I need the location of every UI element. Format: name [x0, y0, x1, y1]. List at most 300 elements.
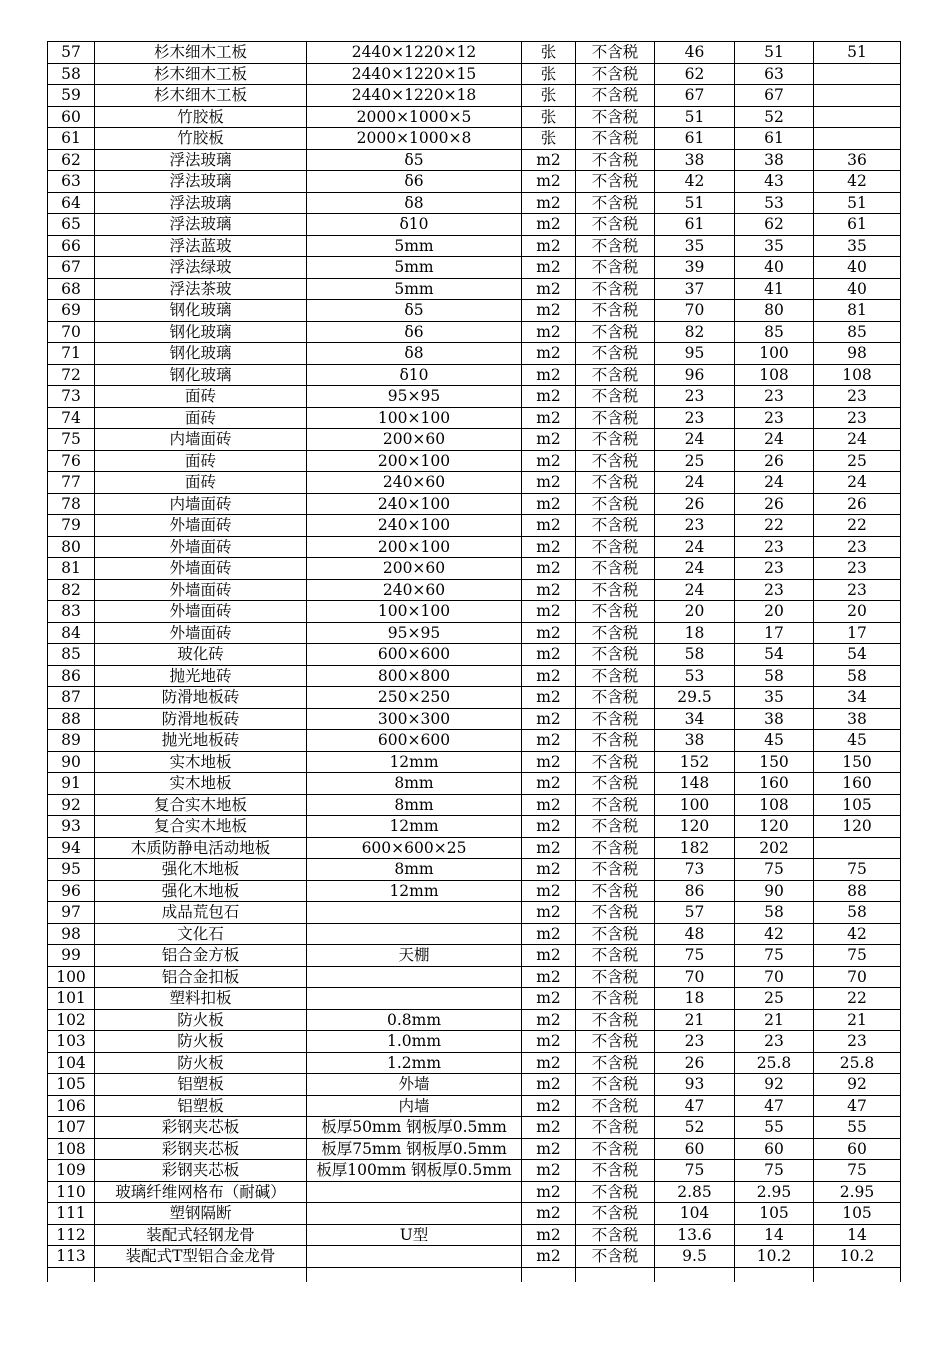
price-3-cell: 10.2: [814, 1246, 901, 1268]
price-2-cell: 150: [735, 751, 814, 773]
price-2-cell: 52: [735, 106, 814, 128]
empty-cell: [576, 1267, 655, 1282]
tax-status-cell: 不含税: [576, 579, 655, 601]
price-2-cell: 67: [735, 85, 814, 107]
specification-cell: 2000×1000×8: [307, 128, 522, 150]
price-3-cell: [814, 106, 901, 128]
material-name-cell: 杉木细木工板: [95, 42, 307, 64]
specification-cell: 600×600: [307, 644, 522, 666]
row-number-cell: 96: [48, 880, 95, 902]
tax-status-cell: 不含税: [576, 1203, 655, 1225]
tax-status-cell: 不含税: [576, 730, 655, 752]
price-1-cell: 21: [655, 1009, 735, 1031]
price-1-cell: 24: [655, 472, 735, 494]
unit-cell: m2: [522, 1138, 576, 1160]
row-number-cell: 62: [48, 149, 95, 171]
price-3-cell: 23: [814, 1031, 901, 1053]
price-1-cell: 152: [655, 751, 735, 773]
row-number-cell: 113: [48, 1246, 95, 1268]
table-row: [48, 1181, 901, 1203]
price-3-cell: 14: [814, 1224, 901, 1246]
unit-cell: m2: [522, 665, 576, 687]
specification-cell: 外墙: [307, 1074, 522, 1096]
price-1-cell: 73: [655, 859, 735, 881]
row-number-cell: 78: [48, 493, 95, 515]
tax-status-cell: 不含税: [576, 1224, 655, 1246]
table-row: [48, 837, 901, 859]
tax-status-cell: 不含税: [576, 106, 655, 128]
row-number-cell: 97: [48, 902, 95, 924]
unit-cell: m2: [522, 1052, 576, 1074]
tax-status-cell: 不含税: [576, 343, 655, 365]
tax-status-cell: 不含税: [576, 773, 655, 795]
row-number-cell: 71: [48, 343, 95, 365]
row-number-cell: 91: [48, 773, 95, 795]
row-number-cell: 82: [48, 579, 95, 601]
unit-cell: m2: [522, 214, 576, 236]
tax-status-cell: 不含税: [576, 1160, 655, 1182]
specification-cell: δ10: [307, 214, 522, 236]
price-1-cell: 58: [655, 644, 735, 666]
price-3-cell: 75: [814, 859, 901, 881]
price-table: [47, 41, 901, 1282]
table-row: [48, 1246, 901, 1268]
table-row: [48, 708, 901, 730]
row-number-cell: 103: [48, 1031, 95, 1053]
unit-cell: m2: [522, 988, 576, 1010]
unit-cell: 张: [522, 63, 576, 85]
price-3-cell: 47: [814, 1095, 901, 1117]
table-row: [48, 601, 901, 623]
unit-cell: 张: [522, 128, 576, 150]
specification-cell: 600×600: [307, 730, 522, 752]
price-2-cell: 90: [735, 880, 814, 902]
specification-cell: 板厚50mm 钢板厚0.5mm: [307, 1117, 522, 1139]
unit-cell: m2: [522, 1117, 576, 1139]
price-1-cell: 100: [655, 794, 735, 816]
specification-cell: 240×100: [307, 515, 522, 537]
tax-status-cell: 不含税: [576, 816, 655, 838]
specification-cell: 100×100: [307, 407, 522, 429]
unit-cell: m2: [522, 1181, 576, 1203]
material-name-cell: 面砖: [95, 450, 307, 472]
specification-cell: [307, 966, 522, 988]
table-row: [48, 343, 901, 365]
table-row: [48, 880, 901, 902]
price-2-cell: 120: [735, 816, 814, 838]
specification-cell: δ10: [307, 364, 522, 386]
price-3-cell: 81: [814, 300, 901, 322]
price-1-cell: 95: [655, 343, 735, 365]
material-name-cell: 杉木细木工板: [95, 85, 307, 107]
specification-cell: 2440×1220×15: [307, 63, 522, 85]
material-name-cell: 铝塑板: [95, 1074, 307, 1096]
table-row: [48, 450, 901, 472]
unit-cell: m2: [522, 235, 576, 257]
unit-cell: m2: [522, 257, 576, 279]
unit-cell: m2: [522, 1031, 576, 1053]
material-name-cell: 防滑地板砖: [95, 708, 307, 730]
tax-status-cell: 不含税: [576, 42, 655, 64]
tax-status-cell: 不含税: [576, 902, 655, 924]
tax-status-cell: 不含税: [576, 235, 655, 257]
tax-status-cell: 不含税: [576, 321, 655, 343]
price-3-cell: [814, 837, 901, 859]
specification-cell: 250×250: [307, 687, 522, 709]
price-2-cell: 92: [735, 1074, 814, 1096]
price-2-cell: 54: [735, 644, 814, 666]
price-3-cell: 17: [814, 622, 901, 644]
table-row: [48, 773, 901, 795]
price-3-cell: 60: [814, 1138, 901, 1160]
unit-cell: 张: [522, 42, 576, 64]
material-name-cell: 铝合金扣板: [95, 966, 307, 988]
row-number-cell: 104: [48, 1052, 95, 1074]
price-1-cell: 93: [655, 1074, 735, 1096]
tax-status-cell: 不含税: [576, 1074, 655, 1096]
table-row: [48, 149, 901, 171]
table-row: [48, 1138, 901, 1160]
price-3-cell: 75: [814, 945, 901, 967]
price-3-cell: 108: [814, 364, 901, 386]
price-1-cell: 26: [655, 493, 735, 515]
row-number-cell: 57: [48, 42, 95, 64]
specification-cell: 8mm: [307, 773, 522, 795]
row-number-cell: 101: [48, 988, 95, 1010]
row-number-cell: 75: [48, 429, 95, 451]
table-row: [48, 85, 901, 107]
price-2-cell: 23: [735, 558, 814, 580]
tax-status-cell: 不含税: [576, 859, 655, 881]
specification-cell: 8mm: [307, 859, 522, 881]
specification-cell: 95×95: [307, 622, 522, 644]
material-name-cell: 杉木细木工板: [95, 63, 307, 85]
material-name-cell: 竹胶板: [95, 128, 307, 150]
empty-cell: [522, 1267, 576, 1282]
material-name-cell: 塑料扣板: [95, 988, 307, 1010]
price-3-cell: 42: [814, 171, 901, 193]
tax-status-cell: 不含税: [576, 880, 655, 902]
specification-cell: [307, 988, 522, 1010]
row-number-cell: 83: [48, 601, 95, 623]
price-1-cell: 53: [655, 665, 735, 687]
tax-status-cell: 不含税: [576, 515, 655, 537]
material-name-cell: 外墙面砖: [95, 579, 307, 601]
material-name-cell: 浮法茶玻: [95, 278, 307, 300]
price-3-cell: 105: [814, 794, 901, 816]
price-3-cell: 25: [814, 450, 901, 472]
table-row: [48, 966, 901, 988]
price-2-cell: 35: [735, 235, 814, 257]
price-2-cell: 24: [735, 472, 814, 494]
price-1-cell: 37: [655, 278, 735, 300]
tax-status-cell: 不含税: [576, 1052, 655, 1074]
table-row: [48, 171, 901, 193]
price-3-cell: 75: [814, 1160, 901, 1182]
table-row: [48, 63, 901, 85]
specification-cell: [307, 1246, 522, 1268]
price-3-cell: 42: [814, 923, 901, 945]
tax-status-cell: 不含税: [576, 1095, 655, 1117]
specification-cell: 1.2mm: [307, 1052, 522, 1074]
material-name-cell: 玻璃纤维网格布（耐碱）: [95, 1181, 307, 1203]
tax-status-cell: 不含税: [576, 472, 655, 494]
table-row: [48, 1095, 901, 1117]
table-row: [48, 1052, 901, 1074]
material-name-cell: 外墙面砖: [95, 622, 307, 644]
material-name-cell: 装配式轻钢龙骨: [95, 1224, 307, 1246]
table-row: [48, 515, 901, 537]
price-2-cell: 42: [735, 923, 814, 945]
unit-cell: m2: [522, 450, 576, 472]
tax-status-cell: 不含税: [576, 300, 655, 322]
price-2-cell: 20: [735, 601, 814, 623]
price-1-cell: 51: [655, 106, 735, 128]
unit-cell: m2: [522, 300, 576, 322]
row-number-cell: 74: [48, 407, 95, 429]
unit-cell: m2: [522, 1095, 576, 1117]
row-number-cell: 72: [48, 364, 95, 386]
price-1-cell: 75: [655, 945, 735, 967]
unit-cell: m2: [522, 794, 576, 816]
unit-cell: m2: [522, 558, 576, 580]
tax-status-cell: 不含税: [576, 988, 655, 1010]
material-name-cell: 实木地板: [95, 773, 307, 795]
tax-status-cell: 不含税: [576, 386, 655, 408]
table-row: [48, 536, 901, 558]
specification-cell: 12mm: [307, 751, 522, 773]
table-row: [48, 1160, 901, 1182]
price-3-cell: 105: [814, 1203, 901, 1225]
price-2-cell: 63: [735, 63, 814, 85]
price-3-cell: 58: [814, 665, 901, 687]
specification-cell: 12mm: [307, 816, 522, 838]
price-1-cell: 38: [655, 149, 735, 171]
table-row: [48, 859, 901, 881]
specification-cell: 2440×1220×12: [307, 42, 522, 64]
row-number-cell: 111: [48, 1203, 95, 1225]
table-row: [48, 816, 901, 838]
material-name-cell: 浮法玻璃: [95, 214, 307, 236]
table-row: [48, 751, 901, 773]
price-1-cell: 39: [655, 257, 735, 279]
row-number-cell: 95: [48, 859, 95, 881]
price-1-cell: 70: [655, 966, 735, 988]
price-1-cell: 26: [655, 1052, 735, 1074]
price-2-cell: 70: [735, 966, 814, 988]
table-row: [48, 1031, 901, 1053]
price-1-cell: 67: [655, 85, 735, 107]
price-3-cell: [814, 85, 901, 107]
table-row: [48, 687, 901, 709]
specification-cell: [307, 923, 522, 945]
tax-status-cell: 不含税: [576, 149, 655, 171]
price-1-cell: 34: [655, 708, 735, 730]
table-row: [48, 945, 901, 967]
tax-status-cell: 不含税: [576, 837, 655, 859]
table-row: [48, 42, 901, 64]
unit-cell: m2: [522, 472, 576, 494]
price-2-cell: 108: [735, 364, 814, 386]
row-number-cell: 69: [48, 300, 95, 322]
price-3-cell: 34: [814, 687, 901, 709]
specification-cell: 内墙: [307, 1095, 522, 1117]
specification-cell: 板厚100mm 钢板厚0.5mm: [307, 1160, 522, 1182]
material-name-cell: 外墙面砖: [95, 558, 307, 580]
price-2-cell: 24: [735, 429, 814, 451]
price-2-cell: 80: [735, 300, 814, 322]
price-2-cell: 23: [735, 1031, 814, 1053]
price-3-cell: 23: [814, 386, 901, 408]
material-name-cell: 抛光地砖: [95, 665, 307, 687]
material-name-cell: 防火板: [95, 1052, 307, 1074]
price-2-cell: 85: [735, 321, 814, 343]
material-name-cell: 面砖: [95, 472, 307, 494]
price-2-cell: 23: [735, 386, 814, 408]
table-row: [48, 386, 901, 408]
table-row: [48, 665, 901, 687]
empty-cell: [735, 1267, 814, 1282]
price-1-cell: 2.85: [655, 1181, 735, 1203]
tax-status-cell: 不含税: [576, 171, 655, 193]
table-row: [48, 257, 901, 279]
price-1-cell: 42: [655, 171, 735, 193]
price-3-cell: 160: [814, 773, 901, 795]
tax-status-cell: 不含税: [576, 1117, 655, 1139]
price-1-cell: 23: [655, 386, 735, 408]
tax-status-cell: 不含税: [576, 364, 655, 386]
price-1-cell: 48: [655, 923, 735, 945]
table-row: [48, 472, 901, 494]
material-name-cell: 彩钢夹芯板: [95, 1160, 307, 1182]
unit-cell: m2: [522, 751, 576, 773]
specification-cell: 2000×1000×5: [307, 106, 522, 128]
price-1-cell: 104: [655, 1203, 735, 1225]
material-name-cell: 内墙面砖: [95, 493, 307, 515]
price-3-cell: 35: [814, 235, 901, 257]
price-2-cell: 160: [735, 773, 814, 795]
specification-cell: 5mm: [307, 278, 522, 300]
tax-status-cell: 不含税: [576, 923, 655, 945]
unit-cell: m2: [522, 730, 576, 752]
material-name-cell: 钢化玻璃: [95, 364, 307, 386]
material-name-cell: 装配式T型铝合金龙骨: [95, 1246, 307, 1268]
row-number-cell: 68: [48, 278, 95, 300]
price-3-cell: 23: [814, 407, 901, 429]
price-2-cell: 38: [735, 149, 814, 171]
price-3-cell: 58: [814, 902, 901, 924]
material-name-cell: 铝塑板: [95, 1095, 307, 1117]
row-number-cell: 90: [48, 751, 95, 773]
empty-cell: [48, 1267, 95, 1282]
specification-cell: 100×100: [307, 601, 522, 623]
unit-cell: m2: [522, 407, 576, 429]
row-number-cell: 65: [48, 214, 95, 236]
price-2-cell: 2.95: [735, 1181, 814, 1203]
tax-status-cell: 不含税: [576, 751, 655, 773]
price-3-cell: 45: [814, 730, 901, 752]
tax-status-cell: 不含税: [576, 665, 655, 687]
price-2-cell: 61: [735, 128, 814, 150]
tax-status-cell: 不含税: [576, 493, 655, 515]
row-number-cell: 85: [48, 644, 95, 666]
material-name-cell: 抛光地板砖: [95, 730, 307, 752]
unit-cell: m2: [522, 601, 576, 623]
tax-status-cell: 不含税: [576, 407, 655, 429]
price-2-cell: 22: [735, 515, 814, 537]
unit-cell: m2: [522, 171, 576, 193]
price-3-cell: 85: [814, 321, 901, 343]
table-row: [48, 192, 901, 214]
material-name-cell: 防火板: [95, 1009, 307, 1031]
row-number-cell: 73: [48, 386, 95, 408]
row-number-cell: 64: [48, 192, 95, 214]
unit-cell: m2: [522, 708, 576, 730]
row-number-cell: 77: [48, 472, 95, 494]
material-name-cell: 防火板: [95, 1031, 307, 1053]
material-name-cell: 复合实木地板: [95, 816, 307, 838]
table-row: [48, 278, 901, 300]
unit-cell: m2: [522, 321, 576, 343]
price-3-cell: 40: [814, 278, 901, 300]
price-2-cell: 43: [735, 171, 814, 193]
tax-status-cell: 不含税: [576, 278, 655, 300]
unit-cell: 张: [522, 106, 576, 128]
row-number-cell: 105: [48, 1074, 95, 1096]
price-2-cell: 75: [735, 859, 814, 881]
price-3-cell: 38: [814, 708, 901, 730]
material-name-cell: 复合实木地板: [95, 794, 307, 816]
table-row: [48, 794, 901, 816]
price-2-cell: 26: [735, 493, 814, 515]
material-name-cell: 外墙面砖: [95, 536, 307, 558]
specification-cell: 天棚: [307, 945, 522, 967]
row-number-cell: 107: [48, 1117, 95, 1139]
empty-cell: [814, 1267, 901, 1282]
unit-cell: m2: [522, 816, 576, 838]
empty-cell: [307, 1267, 522, 1282]
specification-cell: U型: [307, 1224, 522, 1246]
price-2-cell: 25.8: [735, 1052, 814, 1074]
row-number-cell: 92: [48, 794, 95, 816]
unit-cell: m2: [522, 945, 576, 967]
tax-status-cell: 不含税: [576, 1138, 655, 1160]
material-name-cell: 面砖: [95, 386, 307, 408]
price-2-cell: 55: [735, 1117, 814, 1139]
unit-cell: m2: [522, 644, 576, 666]
material-name-cell: 浮法蓝玻: [95, 235, 307, 257]
row-number-cell: 110: [48, 1181, 95, 1203]
price-3-cell: [814, 63, 901, 85]
row-number-cell: 79: [48, 515, 95, 537]
material-name-cell: 浮法玻璃: [95, 149, 307, 171]
row-number-cell: 59: [48, 85, 95, 107]
table-body: [48, 42, 901, 1282]
material-name-cell: 内墙面砖: [95, 429, 307, 451]
tax-status-cell: 不含税: [576, 63, 655, 85]
unit-cell: m2: [522, 579, 576, 601]
price-1-cell: 57: [655, 902, 735, 924]
price-1-cell: 70: [655, 300, 735, 322]
price-3-cell: 55: [814, 1117, 901, 1139]
material-name-cell: 竹胶板: [95, 106, 307, 128]
table-row: [48, 128, 901, 150]
tax-status-cell: 不含税: [576, 945, 655, 967]
row-number-cell: 106: [48, 1095, 95, 1117]
price-2-cell: 23: [735, 579, 814, 601]
row-number-cell: 100: [48, 966, 95, 988]
unit-cell: m2: [522, 493, 576, 515]
